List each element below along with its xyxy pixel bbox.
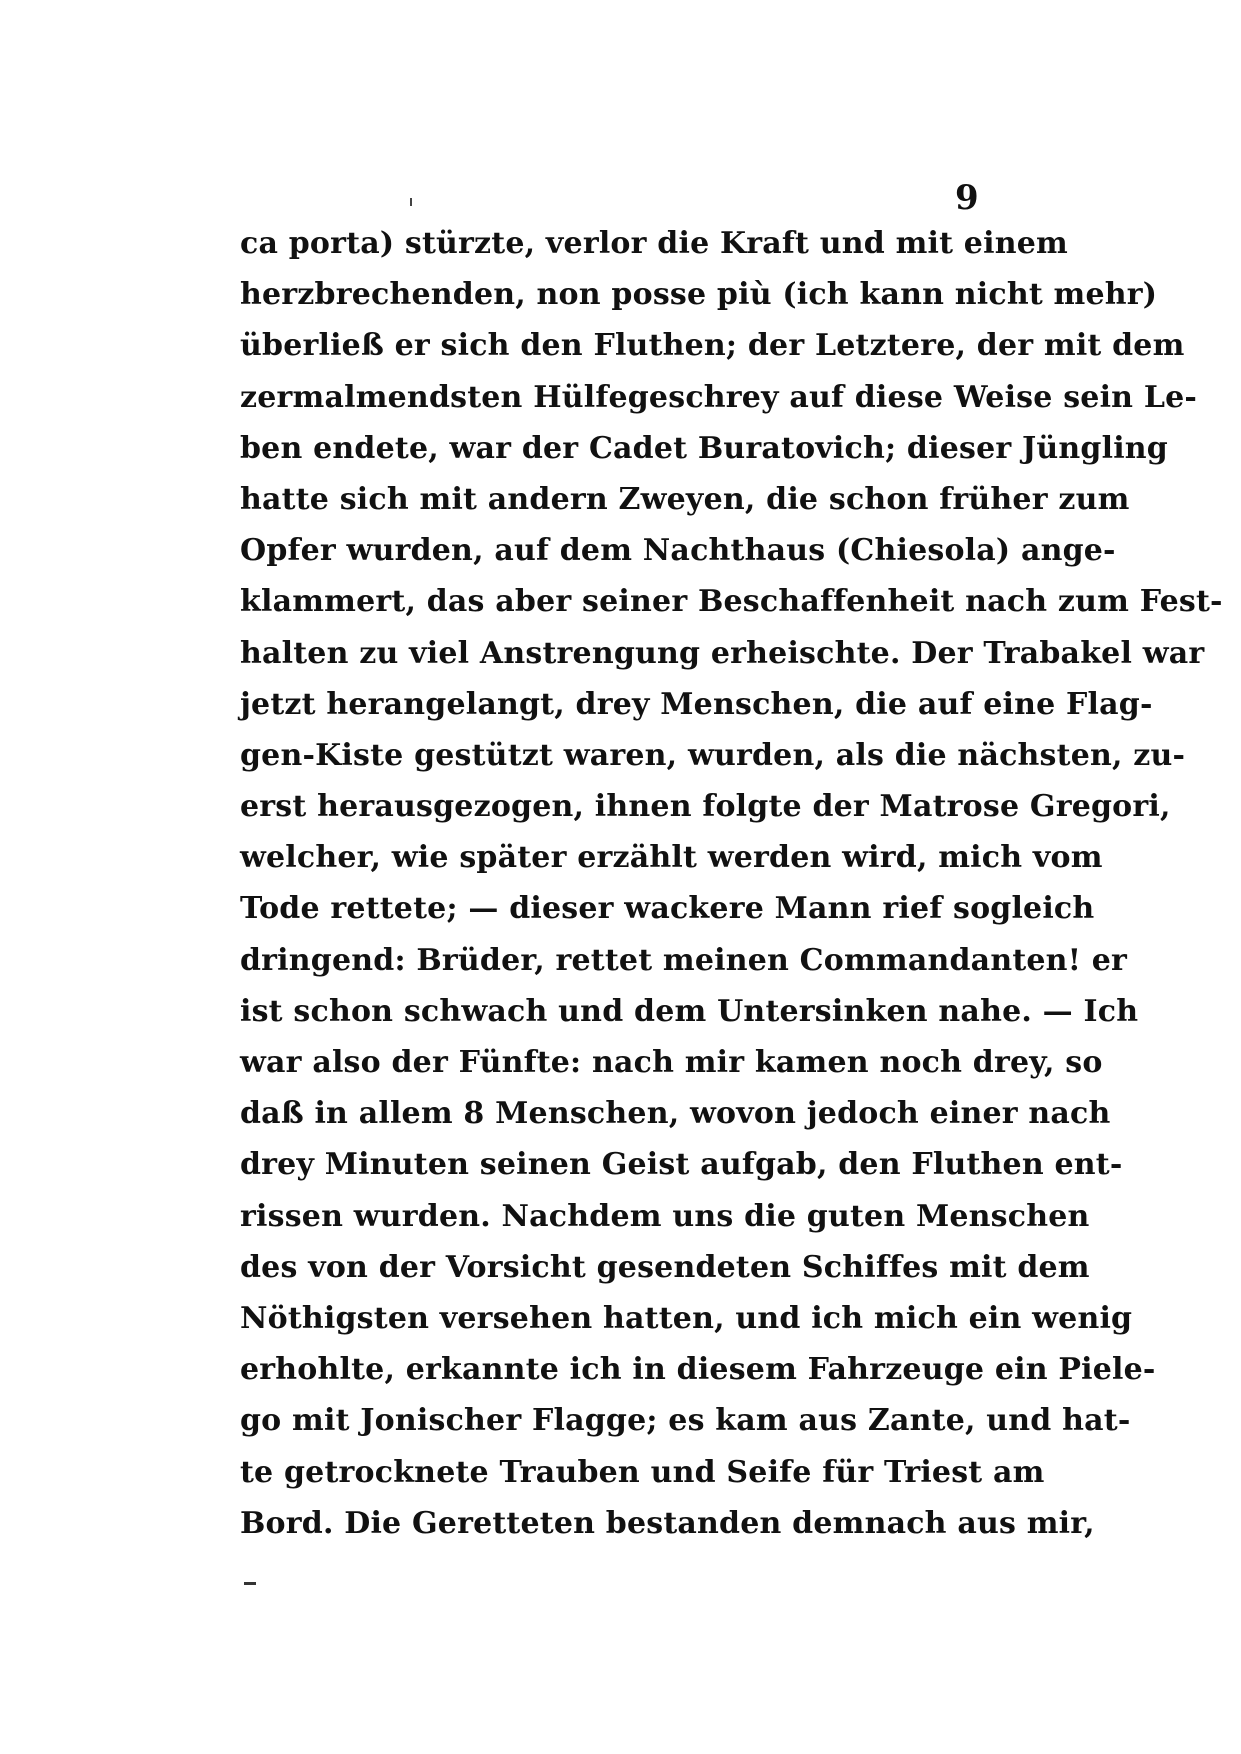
- text-line: war also der Fünfte: nach mir kamen noch drey, so: [240, 1045, 1103, 1080]
- text-line: Opfer wurden, auf dem Nachthaus (Chiesola) ange-: [240, 533, 1116, 569]
- text-line: zermalmendsten Hülfegeschrey auf diese Weise sein Le-: [240, 379, 1198, 415]
- text-line: des von der Vorsicht gesendeten Schiffes mit dem: [240, 1249, 1090, 1285]
- print-mark: [244, 1582, 256, 1585]
- text-line: überließ er sich den Fluthen; der Letztere, der mit dem: [240, 328, 1185, 364]
- text-line: Nöthigsten versehen hatten, und ich mich ein wenig: [240, 1300, 1133, 1336]
- text-line: dringend: Brüder, rettet meinen Commandanten! er: [240, 942, 1127, 978]
- text-line: ben endete, war der Cadet Buratovich; dieser Jüngling: [240, 430, 1168, 466]
- text-line: Tode rettete; — dieser wackere Mann rief sogleich: [240, 891, 1095, 927]
- text-line: erst herausgezogen, ihnen folgte der Matrose Gregori,: [240, 789, 1171, 825]
- text-line: herzbrechenden, non posse più (ich kann nicht mehr): [240, 277, 1158, 313]
- text-line: gen-Kiste gestützt waren, wurden, als die nächsten, zu-: [240, 737, 1186, 773]
- text-line: welcher, wie später erzählt werden wird, mich vom: [240, 840, 1103, 876]
- text-line: te getrocknete Trauben und Seife für Triest am: [240, 1454, 1045, 1490]
- text-line: klammert, das aber seiner Beschaffenheit nach zum Fest-: [240, 584, 1223, 620]
- text-line: jetzt herangelangt, drey Menschen, die auf eine Flag-: [240, 686, 1153, 722]
- text-line: ca porta) stürzte, verlor die Kraft und mit einem: [240, 226, 1068, 261]
- print-mark: [410, 198, 412, 206]
- text-line: halten zu viel Anstrengung erheischte. Der Trabakel war: [240, 635, 1205, 671]
- text-line: ist schon schwach und dem Untersinken nahe. — Ich: [240, 993, 1139, 1029]
- page-number: 9: [955, 178, 979, 218]
- text-line: Bord. Die Geretteten bestanden demnach aus mir,: [240, 1505, 1095, 1541]
- body-text: [240, 218, 1223, 1549]
- text-line: drey Minuten seinen Geist aufgab, den Fluthen ent-: [240, 1147, 1123, 1183]
- text-line: erhohlte, erkannte ich in diesem Fahrzeuge ein Piele-: [240, 1352, 1156, 1388]
- text-line: go mit Jonischer Flagge; es kam aus Zante, und hat-: [240, 1403, 1131, 1439]
- text-line: hatte sich mit andern Zweyen, die schon früher zum: [240, 481, 1130, 517]
- text-line: daß in allem 8 Menschen, wovon jedoch einer nach: [240, 1096, 1111, 1132]
- text-line: rissen wurden. Nachdem uns die guten Menschen: [240, 1198, 1090, 1234]
